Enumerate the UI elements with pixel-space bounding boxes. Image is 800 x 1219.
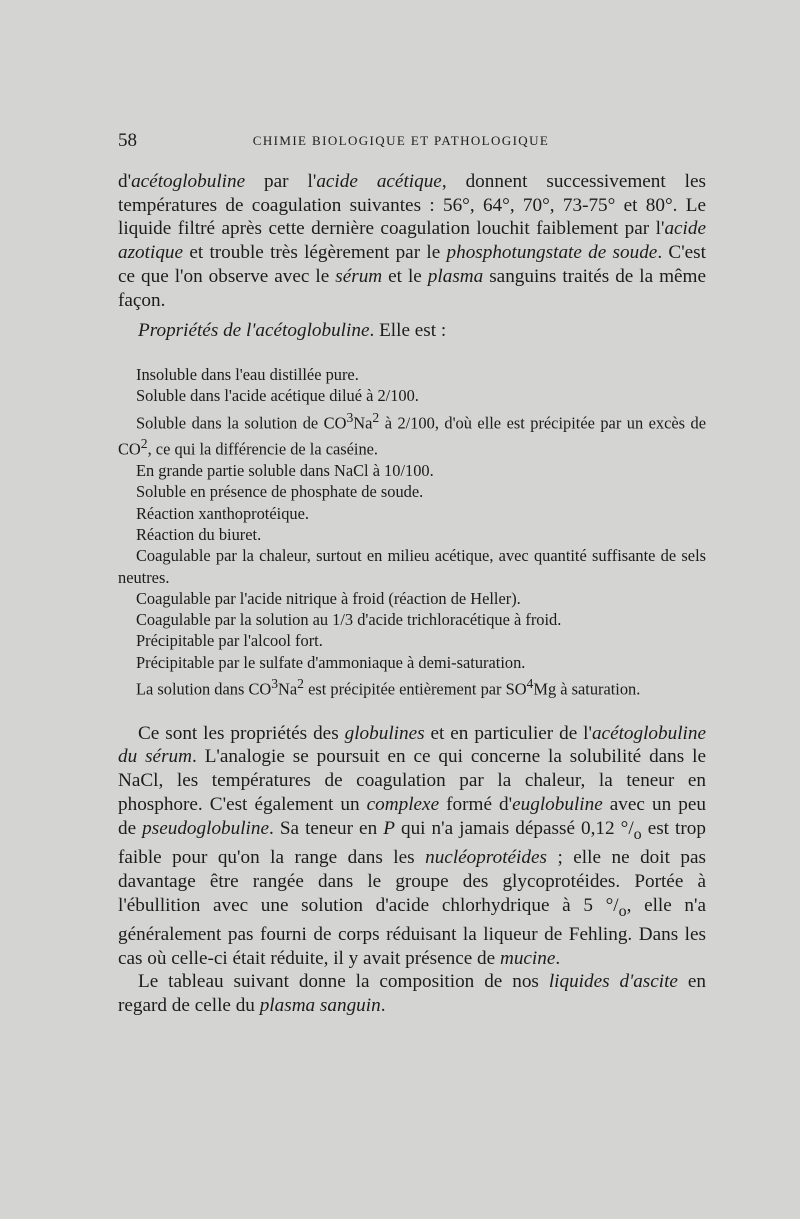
paragraph-acetoglobuline-coagulation: d'acétoglobuline par l'acide acétique, donnent successivement les températures de coagulation suivantes : 56°, 64°, 70°, 73-75° et 80°. Le liquide filtré après cette dernière coagulation louchit faiblement par l'acide azotique et trouble très légèrement par le phosphotungstate de soude. C'est ce que l'on observe avec le sérum et le plasma sanguins traités de la même façon. xyxy=(118,171,707,311)
property-item: Coagulable par la chaleur, surtout en milieu acétique, avec quantité suffisante de sels neutres. xyxy=(118,546,706,587)
properties-heading: Propriétés de l'acétoglobuline. Elle est : xyxy=(138,320,447,342)
property-item: Coagulable par l'acide nitrique à froid (réaction de Heller). xyxy=(136,588,521,608)
properties-list xyxy=(118,364,706,700)
property-item: Précipitable par l'alcool fort. xyxy=(136,631,323,651)
property-item: La solution dans $CO^3Na^2$ est précipitée entièrement par $SO^4Mg$ à saturation. xyxy=(136,676,641,699)
page-body xyxy=(118,170,706,1018)
page-number: 58 xyxy=(118,130,137,151)
paragraph-globulines-analogy: Ce sont les propriétés des globulines et en particulier de l'acétoglobuline du sérum. L'analogie se poursuit en ce qui concerne la solubilité dans le NaCl, les températures de coagulation par la chaleur, la teneur en phosphore. C'est également un complexe formé d'euglobuline avec un peu de pseudoglobuline. Sa teneur en P qui n'a jamais dépassé 0,12 $^\circ/_o$ est trop faible pour qu'on la range dans les nucléoprotéides ; elle ne doit pas davantage être rangée dans le groupe des glycoprotéides. Portée à l'ébullition avec une solution d'acide chlorhydrique à 5 $^\circ/_o$, elle n'a généralement pas fourni de corps réduisant la liqueur de Fehling. Dans les cas où celle-ci était réduite, il y avait présence de mucine. xyxy=(118,722,707,969)
property-item: Soluble dans la solution de $CO^3Na^2$ à 2/100, d'où elle est précipitée par un excès de $CO^2$, ce qui la différencie de la caséine. xyxy=(118,409,706,459)
paragraph-table-intro: Le tableau suivant donne la composition de nos liquides d'ascite en regard de celle du plasma sanguin. xyxy=(118,971,706,1017)
running-title: CHIMIE BIOLOGIQUE ET PATHOLOGIQUE xyxy=(252,133,550,148)
property-item: Soluble en présence de phosphate de soude. xyxy=(136,482,424,502)
page-header xyxy=(118,130,684,154)
property-item: Insoluble dans l'eau distillée pure. xyxy=(136,364,359,384)
property-item: Réaction xanthoprotéique. xyxy=(136,503,309,523)
property-item: Précipitable par le sulfate d'ammoniaque à demi-saturation. xyxy=(136,652,526,672)
property-item: Coagulable par la solution au 1/3 d'acide trichloracétique à froid. xyxy=(136,610,562,630)
property-item: En grande partie soluble dans NaCl à 10/100. xyxy=(136,461,434,481)
property-item: Réaction du biuret. xyxy=(136,524,262,544)
property-item: Soluble dans l'acide acétique dilué à 2/100. xyxy=(136,386,419,406)
